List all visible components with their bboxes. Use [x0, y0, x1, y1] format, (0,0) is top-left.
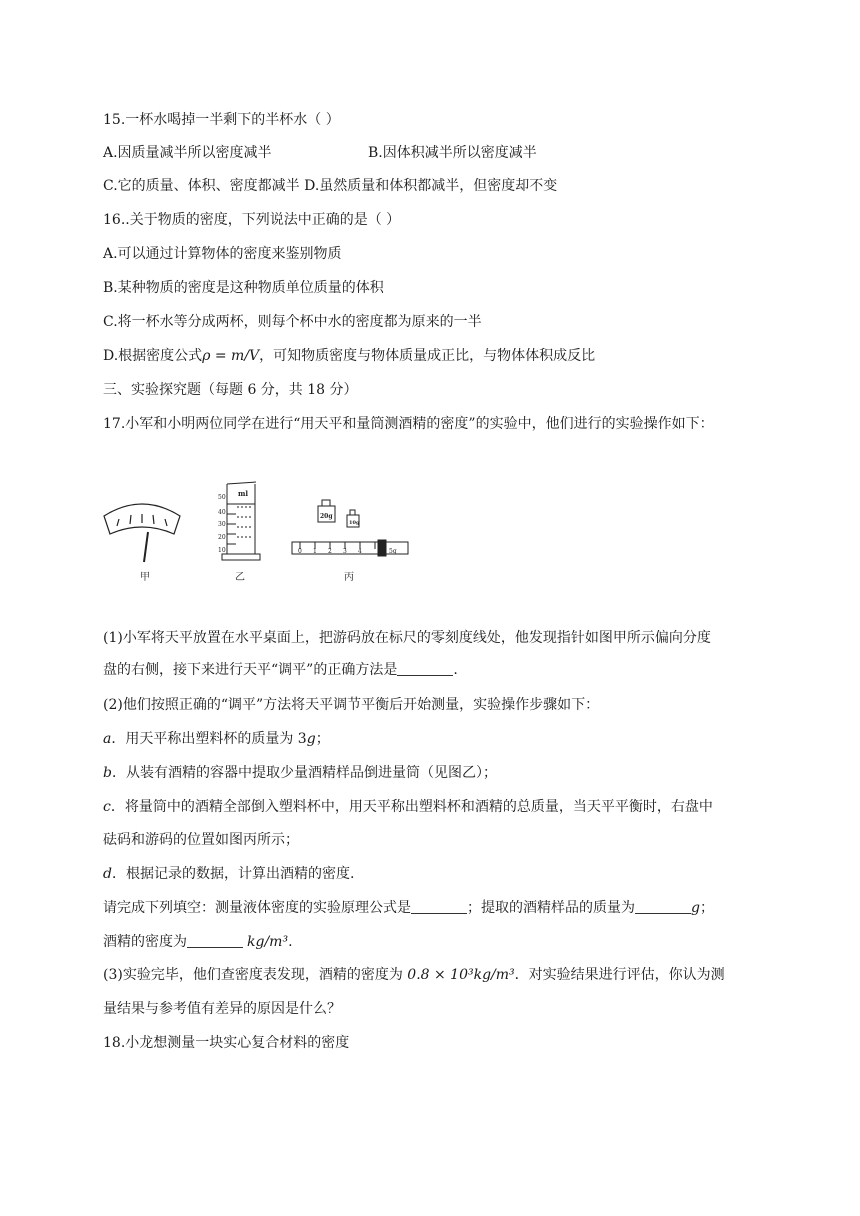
balance-pointer	[144, 532, 148, 562]
weight-20g: 20g	[320, 513, 333, 520]
step-b: b．从装有酒精的容器中提取少量酒精样品倒进量筒（见图乙）；	[103, 765, 497, 781]
reference-density: 0.8 × 10³kg/m³	[407, 967, 515, 983]
cylinder-unit: ml	[238, 489, 249, 498]
answer-blank-formula[interactable]	[411, 899, 467, 914]
cyl-tick-40: 40	[218, 509, 226, 516]
cyl-tick-20: 20	[218, 534, 226, 541]
answer-blank-mass[interactable]	[635, 899, 691, 914]
step-c-line2: 砝码和游码的位置如图丙所示；	[103, 832, 299, 848]
q15-option-c-d	[103, 176, 557, 196]
step-c-line1: c．将量筒中的酒精全部倒入塑料杯中，用天平称出塑料杯和酒精的总质量，当天平平衡时，右盘中	[103, 799, 713, 815]
cyl-tick-50: 50	[218, 494, 226, 501]
q17-part1-line1: (1)小军将天平放置在水平桌面上，把游码放在标尺的零刻度线处，他发现指针如图甲所示偏向分度	[103, 630, 711, 646]
scale-0: 0	[298, 548, 302, 555]
q18-stem: 18.小龙想测量一块实心复合材料的密度	[103, 1035, 350, 1051]
section-heading: 三、实验探究题（每题 6 分，共 18 分）	[103, 382, 358, 398]
q16-stem: 16..关于物质的密度，下列说法中正确的是（ ）	[103, 212, 401, 228]
experiment-figure	[96, 474, 426, 586]
label-bing: 丙	[344, 572, 354, 583]
label-jia: 甲	[140, 572, 150, 583]
q15-option-b: B.因体积减半所以密度减半	[368, 145, 537, 161]
scale-5g: 5g	[389, 548, 397, 555]
label-yi: 乙	[235, 572, 245, 583]
q17-part2: (2)他们按照正确的“调平”方法将天平调节平衡后开始测量，实验操作步骤如下：	[103, 697, 600, 713]
step-a: a．用天平称出塑料杯的质量为 3g；	[103, 731, 330, 747]
q16-option-d: D.根据密度公式ρ = m/V，可知物质密度与物体质量成正比，与物体体积成反比	[103, 348, 596, 364]
q15-option-d: D.虽然质量和体积都减半，但密度却不变	[304, 178, 558, 194]
rider	[378, 540, 386, 556]
q15-stem: 15.一杯水喝掉一半剩下的半杯水（ ）	[103, 112, 340, 128]
density-formula: ρ = m/V	[202, 348, 260, 364]
step-d: d．根据记录的数据，计算出酒精的密度.	[103, 866, 355, 882]
q17-part3-line1: (3)实验完毕，他们查密度表发现，酒精的密度为 0.8 × 10³kg/m³．对实验结果进行评估，你认为测	[103, 967, 725, 983]
q17-part3-line2: 量结果与参考值有差异的原因是什么？	[103, 1001, 341, 1017]
q15-option-c: C.它的质量、体积、密度都减半	[103, 178, 300, 194]
q17-part1-line2: 盘的右侧，接下来进行天平“调平”的正确方法是 .	[103, 662, 458, 678]
answer-blank-leveling[interactable]	[397, 661, 453, 676]
scale-1: 1	[313, 548, 317, 555]
scale-3: 3	[343, 548, 347, 555]
fill-in-line2: 酒精的密度为 kg/m³.	[103, 934, 293, 950]
cyl-tick-10: 10	[218, 547, 226, 554]
q16-option-a: A.可以通过计算物体的密度来鉴别物质	[103, 246, 342, 262]
fill-in-line1: 请完成下列填空：测量液体密度的实验原理公式是 ；提取的酒精样品的质量为 g；	[103, 900, 714, 916]
balance-dial	[104, 504, 180, 562]
answer-blank-density[interactable]	[187, 933, 243, 948]
q17-stem: 17.小军和小明两位同学在进行“用天平和量筒测酒精的密度”的实验中，他们进行的实验操作如下：	[103, 416, 714, 432]
q16-option-b: B.某种物质的密度是这种物质单位质量的体积	[103, 280, 384, 296]
q16-option-c: C.将一杯水等分成两杯，则每个杯中水的密度都为原来的一半	[103, 314, 482, 330]
q15-option-a: A.因质量减半所以密度减半	[103, 145, 272, 161]
scale-2: 2	[328, 548, 332, 555]
cyl-tick-30: 30	[218, 521, 226, 528]
scale-4: 4	[358, 548, 362, 555]
weight-10g: 10g	[349, 520, 360, 526]
